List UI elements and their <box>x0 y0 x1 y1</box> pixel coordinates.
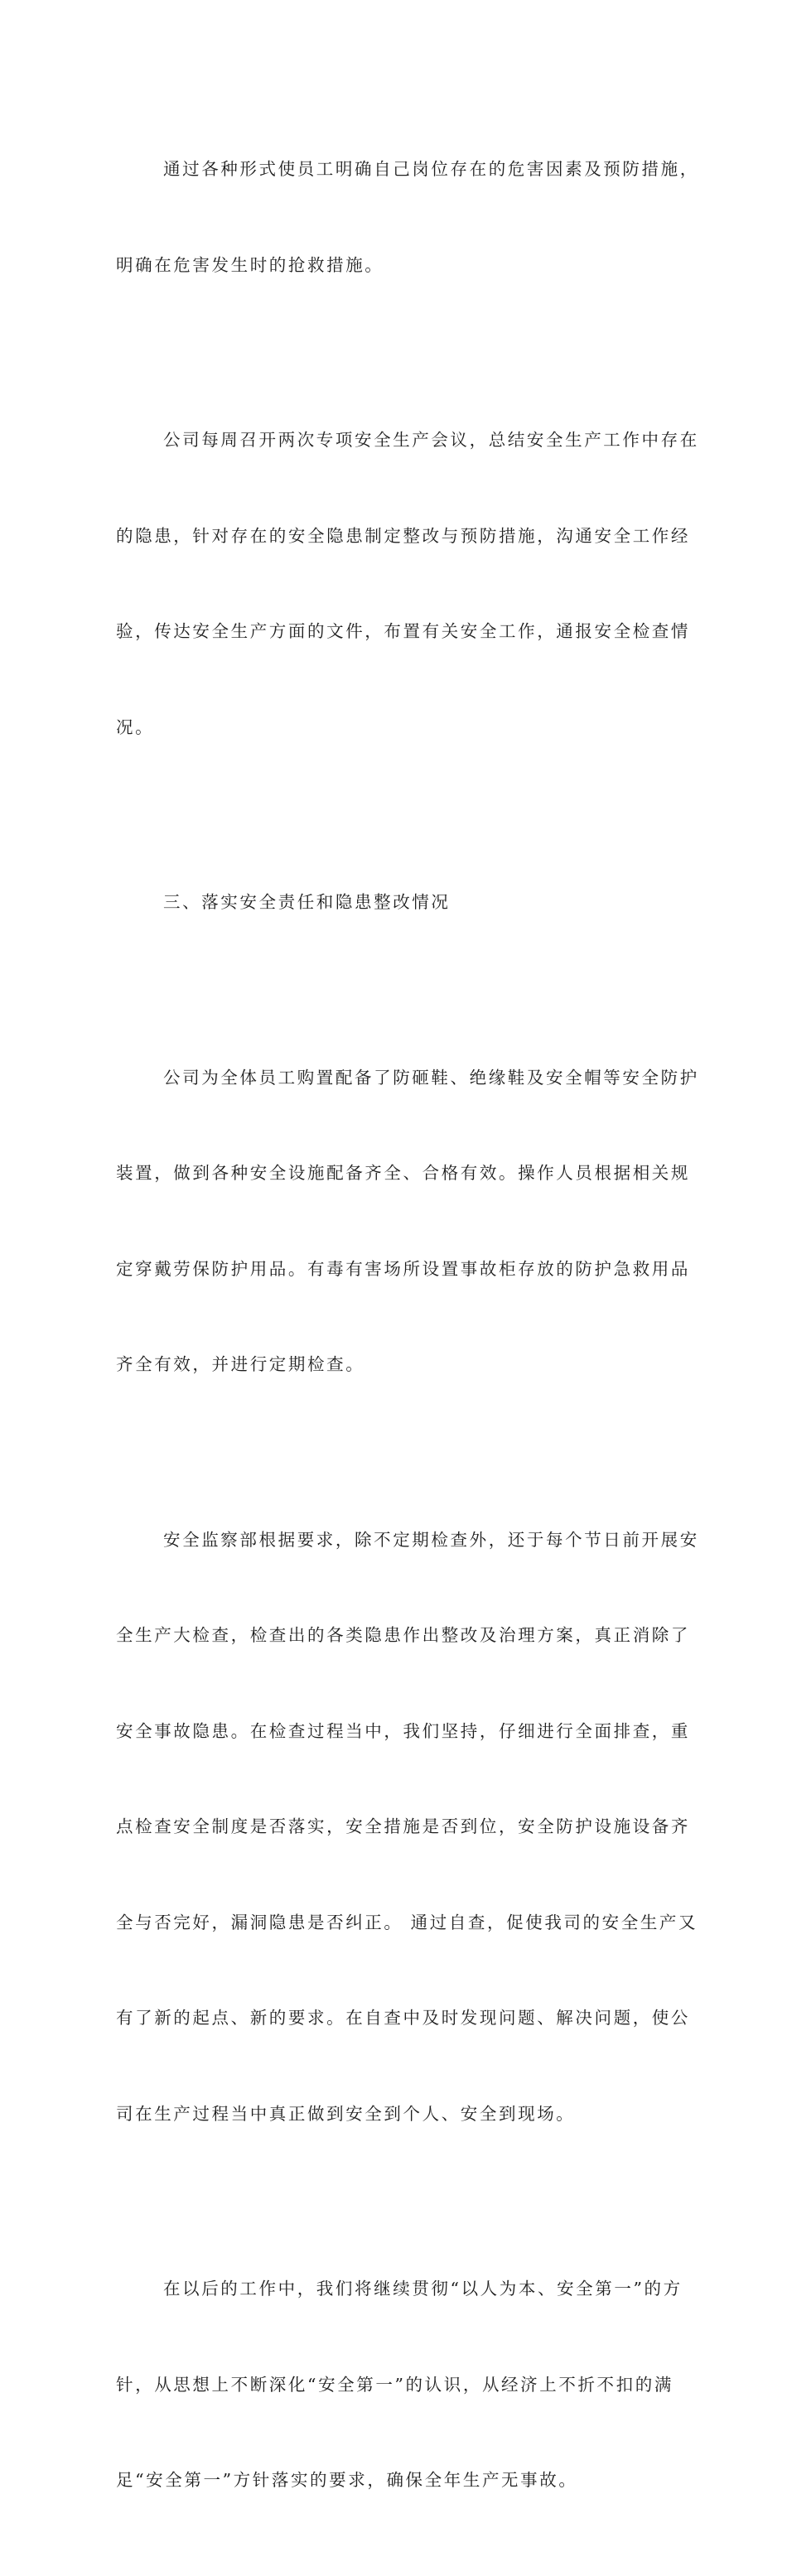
paragraph-future-work <box>116 2209 683 2560</box>
text-line: 公司为全体员工购置配备了防砸鞋、绝缘鞋及安全帽等安全防护 <box>163 1067 699 1088</box>
text-line: 点检查安全制度是否落实，安全措施是否到位，安全防护设施设备齐 <box>116 1816 690 1836</box>
text-line: 在以后的工作中，我们将继续贯彻“以人为本、安全第一”的方 <box>163 2279 683 2299</box>
section-heading-text: 三、落实安全责任和隐患整改情况 <box>163 892 451 912</box>
text-line: 况。 <box>116 716 155 737</box>
text-line: 通过各种形式使员工明确自己岗位存在的危害因素及预防措施， <box>163 159 699 179</box>
text-line: 全与否完好，漏洞隐患是否纠正。 通过自查，促使我司的安全生产又 <box>116 1912 698 1932</box>
text-line: 定穿戴劳保防护用品。有毒有害场所设置事故柜存放的防护急救用品 <box>116 1258 690 1279</box>
text-line: 足“安全第一”方针落实的要求，确保全年生产无事故。 <box>116 2470 578 2490</box>
text-line: 司在生产过程当中真正做到安全到个人、安全到现场。 <box>116 2103 576 2124</box>
text-line: 针，从思想上不断深化“安全第一”的认识，从经济上不折不扣的满 <box>116 2374 674 2395</box>
paragraph-protective-equipment <box>116 998 699 1445</box>
section-heading <box>116 822 671 982</box>
text-line: 安全事故隐患。在检查过程当中，我们坚持，仔细进行全面排查，重 <box>116 1720 690 1741</box>
text-line: 全生产大检查，检查出的各类隐患作出整改及治理方案，真正消除了 <box>116 1625 690 1645</box>
text-line: 有了新的起点、新的要求。在自查中及时发现问题、解决问题，使公 <box>116 2008 690 2028</box>
paragraph-inspection <box>116 1460 699 2194</box>
paragraph-safety-meetings <box>116 360 699 807</box>
text-line: 齐全有效，并进行定期检查。 <box>116 1354 365 1374</box>
paragraph-hazard-awareness <box>116 89 699 345</box>
text-line: 装置，做到各种安全设施配备齐全、合格有效。操作人员根据相关规 <box>116 1163 690 1183</box>
text-line: 的隐患，针对存在的安全隐患制定整改与预防措施，沟通安全工作经 <box>116 525 690 546</box>
text-line: 验，传达安全生产方面的文件，布置有关安全工作，通报安全检查情 <box>116 621 690 641</box>
text-line: 安全监察部根据要求，除不定期检查外，还于每个节日前开展安 <box>163 1529 699 1550</box>
document-body <box>116 89 699 2576</box>
text-line: 公司每周召开两次专项安全生产会议，总结安全生产工作中存在 <box>163 430 699 450</box>
text-line: 明确在危害发生时的抢救措施。 <box>116 254 384 275</box>
